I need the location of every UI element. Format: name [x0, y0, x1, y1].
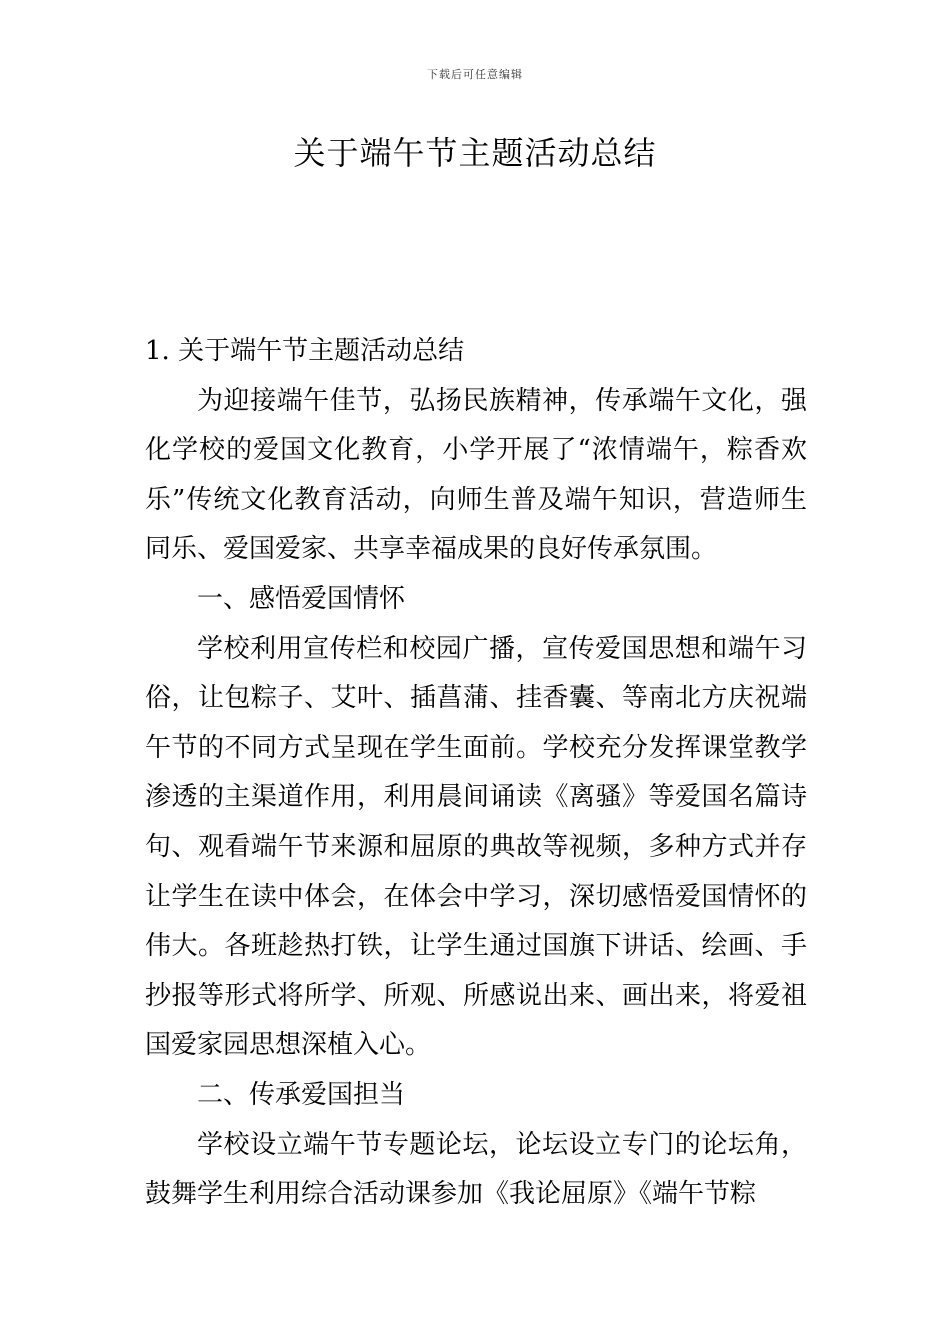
subsection-heading: 一、感悟爱国情怀: [197, 583, 406, 614]
body-paragraph: 学校设立端午节专题论坛，论坛设立专门的论坛角，鼓舞学生利用综合活动课参加《我论屈原》《端午节粽: [145, 1129, 807, 1210]
body-paragraph: 为迎接端午佳节，弘扬民族精神，传承端午文化，强化学校的爱国文化教育，小学开展了“浓情端午，粽香欢乐”传统文化教育活动，向师生普及端午知识，营造师生同乐、爱国爱家、共享幸福成果的良好传承氛围。: [145, 385, 807, 565]
body-paragraph: 学校利用宣传栏和校园广播，宣传爱国思想和端午习俗，让包粽子、艾叶、插菖蒲、挂香囊、等南北方庆祝端午节的不同方式呈现在学生面前。学校充分发挥课堂教学渗透的主渠道作用，利用晨间诵读《离骚》等爱国名篇诗句、观看端午节来源和屈原的典故等视频，多种方式并存让学生在读中体会，在体会中学习，深切感悟爱国情怀的伟大。各班趁热打铁，让学生通过国旗下讲话、绘画、手抄报等形式将所学、所观、所感说出来、画出来，将爱祖国爱家园思想深植入心。: [145, 633, 807, 1061]
document-title: 关于端午节主题活动总结: [293, 134, 657, 172]
subsection-heading: 二、传承爱国担当: [197, 1079, 406, 1110]
section-heading: 1. 关于端午节主题活动总结: [145, 336, 465, 366]
header-note: 下载后可任意编辑: [427, 68, 523, 81]
document-body: [145, 327, 807, 1220]
